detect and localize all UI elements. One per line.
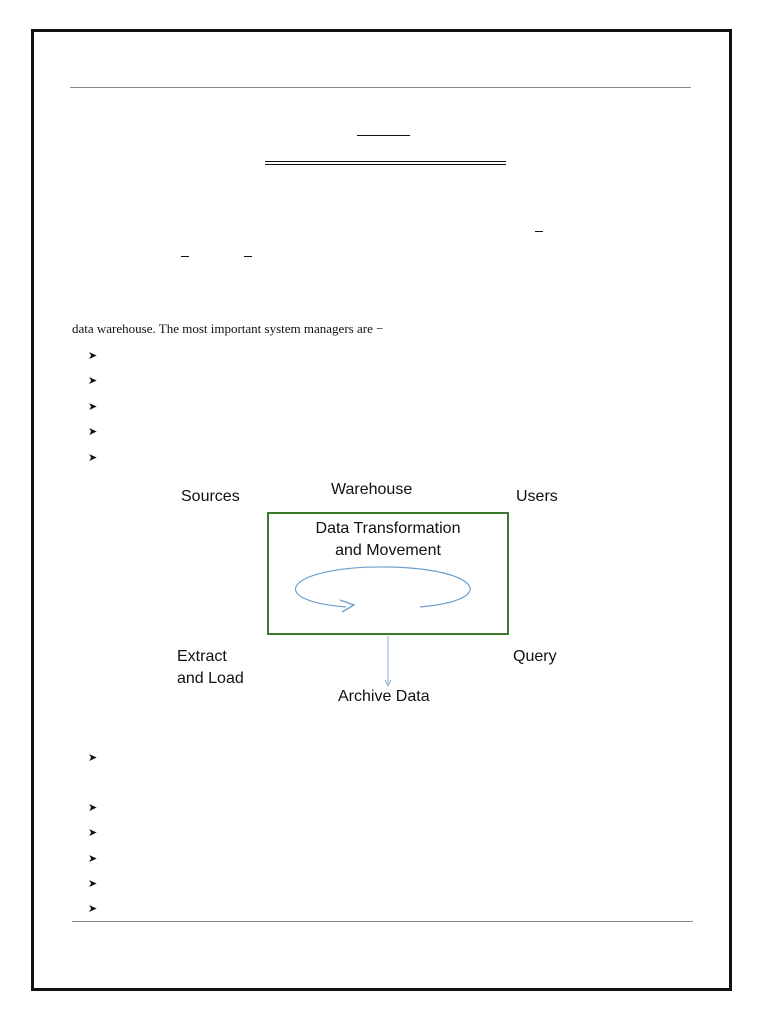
label-warehouse: Warehouse <box>331 481 413 498</box>
label-archive-data: Archive Data <box>338 688 430 705</box>
cycle-arrow-path <box>296 567 471 607</box>
bullet-marker: ➤ <box>88 751 98 764</box>
bullet-marker: ➤ <box>88 451 98 464</box>
bullet-marker: ➤ <box>88 801 98 814</box>
label-extract-line2: and Load <box>177 670 244 687</box>
bullet-marker: ➤ <box>88 374 98 387</box>
bullet-marker: ➤ <box>88 902 98 915</box>
label-query: Query <box>513 648 557 665</box>
bullet-marker: ➤ <box>88 877 98 890</box>
label-extract-load <box>177 646 244 690</box>
cycle-arrow-head <box>340 600 354 612</box>
box-title-line1: Data Transformation <box>315 520 461 537</box>
label-users: Users <box>516 488 558 505</box>
bullet-marker: ➤ <box>88 425 98 438</box>
bullet-marker: ➤ <box>88 852 98 865</box>
footer-rule <box>72 921 693 922</box>
bullet-marker: ➤ <box>88 349 98 362</box>
intro-text: data warehouse. The most important system managers are − <box>72 321 384 336</box>
label-sources: Sources <box>181 488 240 505</box>
bullet-marker: ➤ <box>88 826 98 839</box>
box-title-line2: and Movement <box>335 542 441 559</box>
bullet-marker: ➤ <box>88 400 98 413</box>
label-extract-line1: Extract <box>177 648 227 665</box>
